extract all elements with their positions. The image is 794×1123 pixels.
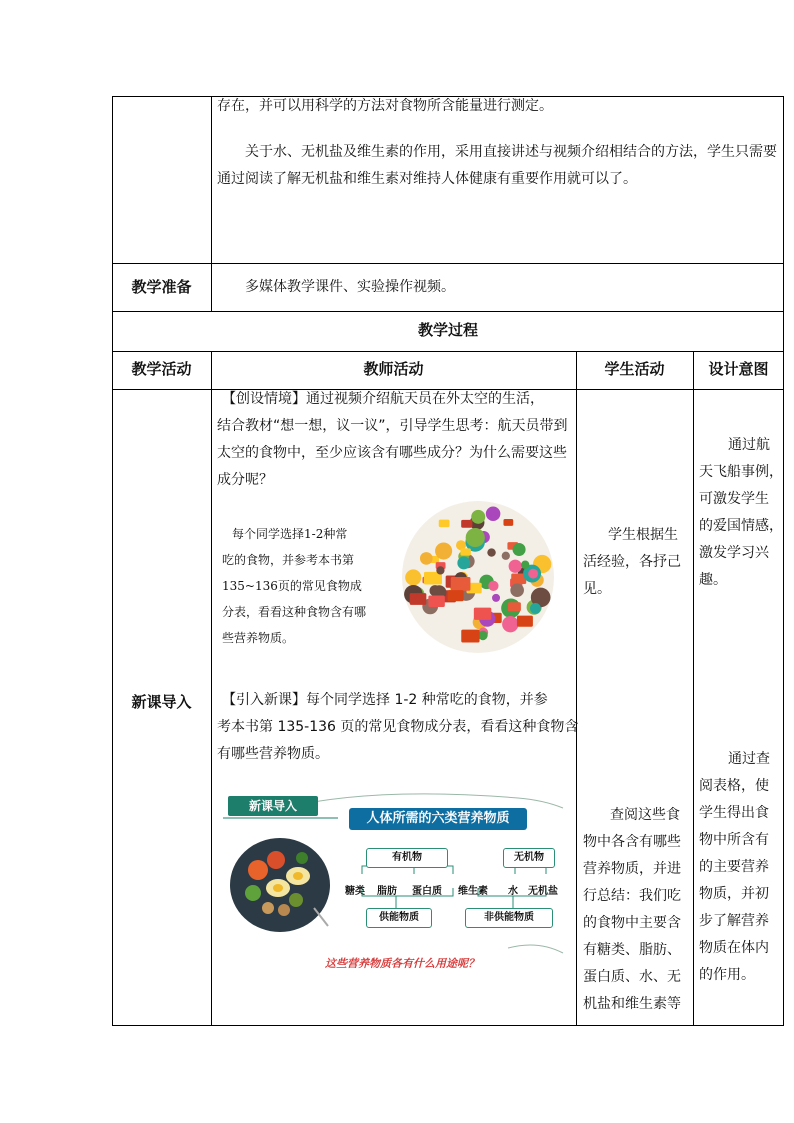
task-card-line-4: 分表，看看这种食物含有哪 (222, 605, 367, 619)
food-item (474, 608, 491, 620)
food-item (461, 630, 479, 643)
food-item (509, 560, 522, 573)
header-activity: 教学活动 (131, 360, 192, 378)
teacher-scene-line-3: 太空的食物中，至少应该含有哪些成分？为什么需要这些 (217, 445, 567, 461)
food-item (503, 519, 513, 526)
student-p2-line-4: 行总结：我们吃 (583, 888, 681, 904)
design-p2-line-6: 物质，并初 (699, 886, 769, 902)
food-item (513, 543, 526, 556)
food-item (502, 616, 518, 632)
design-p1-line-1: 通过航 (728, 437, 770, 453)
teacher-intro-line-1: 【引入新课】每个同学选择 1-2 种常吃的食物，并参 (222, 692, 548, 708)
intro-line-3: 通过阅读了解无机盐和维生素对维持人体健康有重要作用就可以了。 (217, 171, 637, 187)
student-p2-line-8: 机盐和维生素等 (583, 996, 681, 1012)
design-p1-line-3: 可激发学生 (699, 491, 769, 507)
food-item (508, 602, 521, 611)
student-p2-line-6: 有糖类、脂肪、 (583, 942, 681, 958)
task-card-line-3: 135~136页的常见食物成 (222, 579, 362, 593)
student-p1-line-2: 活经验，各抒己 (583, 554, 681, 570)
food-item (460, 548, 470, 555)
food-item (405, 569, 421, 585)
design-p1-line-5: 激发学习兴 (699, 545, 769, 561)
food-item (530, 603, 541, 614)
rule-after-process (112, 351, 784, 352)
student-p2-line-2: 物中各含有哪些 (583, 834, 681, 850)
design-p1-line-2: 天飞船事例， (699, 464, 783, 480)
tag-inorganic: 无机物 (503, 848, 555, 868)
nutrient-carbohydrate: 糖类 (345, 886, 365, 897)
tag-organic: 有机物 (366, 848, 448, 868)
food-item (435, 542, 452, 559)
student-p2-line-5: 的食物中主要含 (583, 915, 681, 931)
teacher-scene-line-2: 结合教材“想一想，议一议”，引导学生思考：航天员带到 (217, 418, 568, 434)
design-p2-line-1: 通过查 (728, 751, 770, 767)
teacher-intro-line-3: 有哪些营养物质。 (217, 746, 329, 762)
design-p2-line-3: 学生得出食 (699, 805, 769, 821)
col-divider-1-top (211, 96, 212, 311)
food-item (502, 552, 510, 560)
food-item (510, 583, 524, 597)
col-divider-3 (693, 351, 694, 1026)
teacher-intro-line-2: 考本书第 135-136 页的常见食物成分表，看看这种食物含 (217, 719, 579, 735)
header-student: 学生活动 (604, 360, 665, 378)
nutrient-fat: 脂肪 (377, 886, 397, 897)
student-p2-line-3: 营养物质，并进 (583, 861, 681, 877)
design-p1-line-4: 的爱国情感， (699, 518, 783, 534)
teacher-scene-line-4: 成分呢？ (217, 472, 273, 488)
food-item (486, 506, 501, 521)
slide-title: 人体所需的六类营养物质 (349, 808, 527, 830)
food-item (420, 552, 433, 565)
design-p2-line-4: 物中所含有 (699, 832, 769, 848)
task-card-line-1: 每个同学选择1-2种常 (232, 527, 348, 541)
design-p2-line-2: 阅表格，使 (699, 778, 769, 794)
task-card-line-2: 吃的食物，并参考本书第 (222, 553, 355, 567)
task-card-line-5: 些营养物质。 (222, 631, 295, 645)
food-item (436, 566, 444, 574)
prep-content: 多媒体教学课件、实验操作视频。 (245, 279, 455, 295)
nutrient-vitamin: 维生素 (458, 886, 488, 897)
food-item (457, 557, 470, 570)
prep-label: 教学准备 (131, 278, 192, 296)
rule-after-prep (112, 311, 784, 312)
student-p1-line-3: 见。 (583, 581, 611, 597)
food-item (517, 616, 533, 627)
nutrient-mineral: 无机盐 (528, 886, 558, 897)
student-p1-line-1: 学生根据生 (608, 527, 678, 543)
food-item (492, 594, 500, 602)
food-item (487, 548, 495, 556)
intro-line-1: 存在，并可以用科学的方法对食物所含能量进行测定。 (217, 98, 553, 114)
header-teacher: 教师活动 (363, 360, 424, 378)
intro-line-2: 关于水、无机盐及维生素的作用，采用直接讲述与视频介绍相结合的方法，学生只需要 (245, 144, 777, 160)
section-label: 新课导入 (131, 693, 192, 711)
design-p2-line-8: 物质在体内 (699, 940, 769, 956)
food-item (466, 528, 485, 547)
rule-after-intro (112, 263, 784, 264)
col-divider-2 (576, 351, 577, 1026)
slide-badge: 新课导入 (228, 796, 318, 816)
design-p1-line-6: 趣。 (699, 572, 727, 588)
food-item (428, 595, 444, 607)
design-p2-line-5: 的主要营养 (699, 859, 769, 875)
teacher-scene-line-1: 【创设情境】通过视频介绍航天员在外太空的生活， (222, 391, 544, 407)
food-item (488, 581, 498, 591)
tag-non-energy: 非供能物质 (465, 908, 553, 928)
food-item (448, 590, 464, 601)
header-design: 设计意图 (708, 360, 769, 378)
col-divider-1 (211, 351, 212, 1026)
food-item (439, 520, 450, 528)
student-p2-line-1: 查阅这些食 (610, 807, 680, 823)
food-item (410, 593, 427, 605)
food-item (528, 569, 538, 579)
food-item (461, 520, 472, 528)
food-item (471, 510, 485, 524)
design-p2-line-7: 步了解营养 (699, 913, 769, 929)
student-p2-line-7: 蛋白质、水、无 (583, 969, 681, 985)
design-p2-line-9: 的作用。 (699, 967, 755, 983)
slide-question: 这些营养物质各有什么用途呢？ (325, 957, 479, 970)
food-collage-image (393, 496, 563, 658)
process-title: 教学过程 (417, 321, 478, 339)
tag-energy: 供能物质 (366, 908, 432, 928)
food-item (451, 577, 471, 591)
nutrient-protein: 蛋白质 (412, 886, 442, 897)
nutrient-water: 水 (508, 886, 518, 897)
food-item (521, 561, 529, 569)
